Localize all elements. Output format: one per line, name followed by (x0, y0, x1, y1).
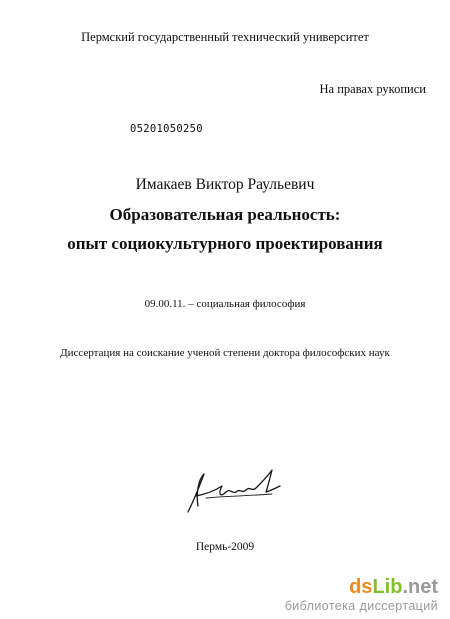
university-name: Пермский государственный технический университет (81, 30, 369, 44)
dslib-watermark (285, 576, 438, 614)
logo-part-net: .net (402, 576, 438, 598)
specialty-code: 09.00.11. (144, 298, 186, 310)
specialty-separator: – (185, 298, 197, 310)
dissertation-title-line-1: Образовательная реальность: (109, 205, 341, 224)
city-and-year: Пермь-2009 (195, 541, 255, 553)
logo-part-lib: Lib (372, 576, 403, 598)
dslib-subtitle: библиотека диссертаций (284, 599, 438, 613)
author-name: Имакаев Виктор Раульевич (135, 176, 315, 193)
manuscript-rights-note: На правах рукописи (319, 82, 426, 96)
degree-statement: Диссертация на соискание ученой степени доктора философских наук (60, 347, 390, 359)
specialty-name: социальная философия (196, 298, 306, 310)
handwritten-signature (176, 460, 286, 520)
dslib-logo (285, 576, 438, 598)
logo-part-ds: ds (349, 576, 373, 598)
dissertation-title-line-2: опыт социокультурного проектирования (67, 234, 383, 253)
specialty-line (0, 298, 450, 310)
catalog-serial-number: 05201050250 (130, 123, 203, 135)
